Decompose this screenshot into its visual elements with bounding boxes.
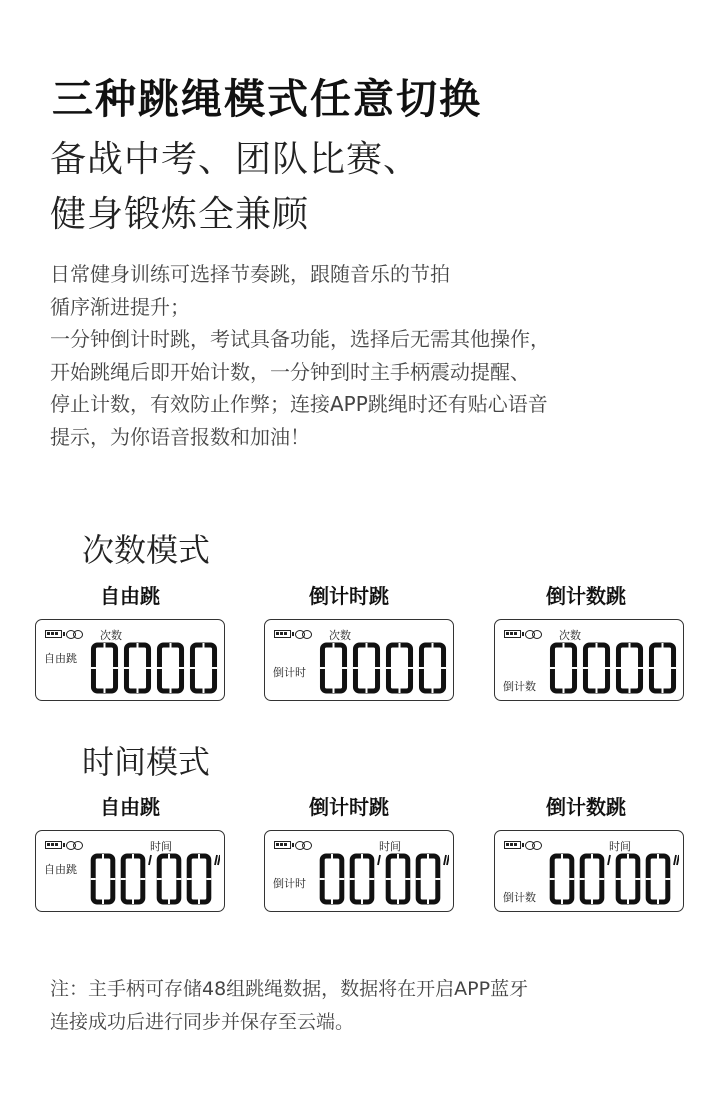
lcd-digits xyxy=(317,642,449,694)
lcd-segment-gap xyxy=(350,878,355,880)
lcd-segment-gap xyxy=(427,899,429,904)
lcd-segment-gap xyxy=(583,667,588,669)
lcd-panel-count-countdown-time xyxy=(264,619,454,701)
lcd-segment-gap xyxy=(596,688,598,693)
lcd-segment-gap xyxy=(591,854,593,859)
lcd-segment-gap xyxy=(599,878,604,880)
lcd-segment-gap xyxy=(168,899,170,904)
lcd-segment-gap xyxy=(102,899,104,904)
lcd-segment-gap xyxy=(657,854,659,859)
lcd-segment-gap xyxy=(649,667,654,669)
lcd-unit-label: 次数 xyxy=(100,629,122,642)
lcd-segment-gap xyxy=(157,667,162,669)
lcd-segment-gap xyxy=(333,688,335,693)
lcd-segment-gap xyxy=(91,878,96,880)
lcd-segment-gap xyxy=(187,878,192,880)
lcd-unit-label: 时间 xyxy=(150,840,172,853)
lcd-segment-gap xyxy=(137,688,139,693)
lcd-minutes-mark xyxy=(608,855,610,865)
lcd-digits xyxy=(547,642,679,694)
lcd-unit-label: 次数 xyxy=(329,629,351,642)
lcd-digit xyxy=(322,856,342,902)
lcd-segment-gap xyxy=(580,878,585,880)
lcd-segment-gap xyxy=(170,643,172,648)
lcd-unit-label: 时间 xyxy=(379,840,401,853)
time-mode-title: 时间模式 xyxy=(82,743,211,781)
page-title: 三种跳绳模式任意切换 xyxy=(52,75,482,123)
footnote xyxy=(50,973,528,1039)
subtitle-line-1: 备战中考、团队比赛、 xyxy=(50,139,421,180)
lcd-segment-gap xyxy=(110,878,115,880)
lcd-segment-gap xyxy=(366,688,368,693)
lcd-seconds-mark xyxy=(444,855,446,865)
lcd-segment-gap xyxy=(616,667,621,669)
lcd-digit xyxy=(552,645,574,691)
lcd-segment-gap xyxy=(342,667,347,669)
lcd-digit xyxy=(352,856,372,902)
lcd-digit xyxy=(388,645,410,691)
lcd-segment-gap xyxy=(550,878,555,880)
lcd-digit xyxy=(388,856,408,902)
battery-icon xyxy=(274,841,291,849)
lcd-digit xyxy=(618,856,638,902)
lcd-segment-gap xyxy=(91,667,96,669)
lcd-digit xyxy=(93,856,113,902)
lcd-minutes-mark xyxy=(378,855,380,865)
description xyxy=(50,258,690,453)
lcd-segment-gap xyxy=(635,878,640,880)
lcd-segment-gap xyxy=(563,643,565,648)
lcd-segment-gap xyxy=(124,667,129,669)
lcd-segment-gap xyxy=(121,878,126,880)
lcd-panel-count-free xyxy=(35,619,225,701)
lcd-digits xyxy=(547,853,679,905)
lcd-digit xyxy=(648,856,668,902)
lcd-segment-gap xyxy=(113,667,118,669)
lcd-segment-gap xyxy=(629,643,631,648)
bluetooth-link-icon xyxy=(66,841,86,851)
lcd-segment-gap xyxy=(561,854,563,859)
lcd-segment-gap xyxy=(416,878,421,880)
lcd-panel-time-free xyxy=(35,830,225,912)
lcd-digit xyxy=(192,645,214,691)
lcd-digits xyxy=(317,853,449,905)
lcd-digit xyxy=(159,856,179,902)
lcd-segment-gap xyxy=(657,899,659,904)
lcd-segment-gap xyxy=(419,667,424,669)
lcd-segment-gap xyxy=(320,878,325,880)
lcd-panel-count-countdown-count xyxy=(494,619,684,701)
description-line: 一分钟倒计时跳，考试具备功能，选择后无需其他操作， xyxy=(50,327,550,351)
count-mode-title: 次数模式 xyxy=(82,531,211,569)
lcd-segment-gap xyxy=(629,688,631,693)
lcd-minutes-mark xyxy=(149,855,151,865)
lcd-segment-gap xyxy=(331,854,333,859)
lcd-segment-gap xyxy=(198,854,200,859)
lcd-digit xyxy=(421,645,443,691)
lcd-segment-gap xyxy=(397,899,399,904)
lcd-segment-gap xyxy=(179,667,184,669)
lcd-segment-gap xyxy=(561,899,563,904)
lcd-segment-gap xyxy=(572,667,577,669)
lcd-segment-gap xyxy=(408,667,413,669)
battery-icon xyxy=(45,841,62,849)
time-label-countdown-time: 倒计时跳 xyxy=(309,795,389,819)
bluetooth-link-icon xyxy=(295,630,315,640)
lcd-panel-time-countdown-time xyxy=(264,830,454,912)
lcd-segment-gap xyxy=(212,667,217,669)
subtitle-line-2: 健身锻炼全兼顾 xyxy=(50,194,310,235)
lcd-segment-gap xyxy=(331,899,333,904)
lcd-segment-gap xyxy=(386,667,391,669)
lcd-segment-gap xyxy=(203,688,205,693)
count-label-countdown-time: 倒计时跳 xyxy=(309,584,389,608)
lcd-segment-gap xyxy=(132,854,134,859)
time-label-countdown-count: 倒计数跳 xyxy=(546,795,626,819)
lcd-segment-gap xyxy=(605,667,610,669)
lcd-digit xyxy=(651,645,673,691)
lcd-segment-gap xyxy=(137,643,139,648)
lcd-segment-gap xyxy=(435,878,440,880)
lcd-mode-label: 倒计时 xyxy=(273,666,306,679)
lcd-segment-gap xyxy=(399,688,401,693)
lcd-segment-gap xyxy=(397,854,399,859)
lcd-segment-gap xyxy=(353,667,358,669)
lcd-seconds-mark xyxy=(218,855,220,865)
lcd-segment-gap xyxy=(369,878,374,880)
lcd-segment-gap xyxy=(104,688,106,693)
lcd-segment-gap xyxy=(176,878,181,880)
footnote-line: 注：主手柄可存储48组跳绳数据，数据将在开启APP蓝牙 xyxy=(50,978,529,1000)
lcd-seconds-mark xyxy=(677,855,679,865)
lcd-segment-gap xyxy=(596,643,598,648)
count-label-countdown-count: 倒计数跳 xyxy=(546,584,626,608)
count-label-free: 自由跳 xyxy=(100,584,160,608)
lcd-unit-label: 次数 xyxy=(559,629,581,642)
lcd-segment-gap xyxy=(104,643,106,648)
lcd-segment-gap xyxy=(616,878,621,880)
lcd-digit xyxy=(123,856,143,902)
battery-icon xyxy=(504,841,521,849)
description-line: 停止计数，有效防止作弊；连接APP跳绳时还有贴心语音 xyxy=(50,392,548,416)
lcd-digits xyxy=(88,853,220,905)
lcd-unit-label: 时间 xyxy=(609,840,631,853)
lcd-segment-gap xyxy=(140,878,145,880)
description-line: 日常健身训练可选择节奏跳，跟随音乐的节拍 xyxy=(50,262,450,286)
lcd-segment-gap xyxy=(190,667,195,669)
lcd-segment-gap xyxy=(427,854,429,859)
battery-icon xyxy=(274,630,291,638)
lcd-digit xyxy=(126,645,148,691)
lcd-seconds-mark xyxy=(674,855,676,865)
battery-icon xyxy=(45,630,62,638)
lcd-segment-gap xyxy=(405,878,410,880)
lcd-segment-gap xyxy=(320,667,325,669)
lcd-segment-gap xyxy=(569,878,574,880)
description-line: 开始跳绳后即开始计数，一分钟到时主手柄震动提醒、 xyxy=(50,359,530,384)
lcd-mode-label: 倒计数 xyxy=(503,680,536,693)
lcd-digit xyxy=(552,856,572,902)
lcd-segment-gap xyxy=(339,878,344,880)
bluetooth-link-icon xyxy=(525,841,545,851)
lcd-segment-gap xyxy=(361,854,363,859)
lcd-segment-gap xyxy=(646,878,651,880)
bluetooth-link-icon xyxy=(66,630,86,640)
lcd-segment-gap xyxy=(662,643,664,648)
lcd-segment-gap xyxy=(386,878,391,880)
lcd-digit xyxy=(93,645,115,691)
lcd-segment-gap xyxy=(591,899,593,904)
lcd-segment-gap xyxy=(206,878,211,880)
lcd-segment-gap xyxy=(102,854,104,859)
lcd-digit xyxy=(418,856,438,902)
lcd-segment-gap xyxy=(399,643,401,648)
lcd-segment-gap xyxy=(432,643,434,648)
lcd-segment-gap xyxy=(198,899,200,904)
lcd-seconds-mark xyxy=(215,855,217,865)
lcd-segment-gap xyxy=(441,667,446,669)
lcd-digit xyxy=(582,856,602,902)
footnote-line: 连接成功后进行同步并保存至云端。 xyxy=(50,1011,355,1033)
lcd-segment-gap xyxy=(563,688,565,693)
time-label-free: 自由跳 xyxy=(100,795,160,819)
lcd-segment-gap xyxy=(375,667,380,669)
lcd-digits xyxy=(88,642,220,694)
lcd-segment-gap xyxy=(671,667,676,669)
description-line: 提示，为你语音报数和加油！ xyxy=(50,424,310,449)
lcd-segment-gap xyxy=(627,899,629,904)
lcd-mode-label: 倒计数 xyxy=(503,891,536,904)
lcd-segment-gap xyxy=(662,688,664,693)
battery-icon xyxy=(504,630,521,638)
lcd-mode-label: 倒计时 xyxy=(273,877,306,890)
lcd-segment-gap xyxy=(665,878,670,880)
lcd-segment-gap xyxy=(366,643,368,648)
lcd-seconds-mark xyxy=(447,855,449,865)
lcd-segment-gap xyxy=(627,854,629,859)
lcd-segment-gap xyxy=(432,688,434,693)
lcd-digit xyxy=(618,645,640,691)
lcd-segment-gap xyxy=(132,899,134,904)
lcd-segment-gap xyxy=(146,667,151,669)
lcd-segment-gap xyxy=(168,854,170,859)
lcd-mode-label: 自由跳 xyxy=(44,863,77,876)
lcd-digit xyxy=(585,645,607,691)
bluetooth-link-icon xyxy=(525,630,545,640)
lcd-segment-gap xyxy=(550,667,555,669)
lcd-segment-gap xyxy=(361,899,363,904)
lcd-segment-gap xyxy=(157,878,162,880)
lcd-segment-gap xyxy=(638,667,643,669)
bluetooth-link-icon xyxy=(295,841,315,851)
lcd-panel-time-countdown-count xyxy=(494,830,684,912)
lcd-digit xyxy=(355,645,377,691)
lcd-digit xyxy=(189,856,209,902)
description-line: 循序渐进提升； xyxy=(50,294,190,319)
lcd-segment-gap xyxy=(203,643,205,648)
lcd-digit xyxy=(159,645,181,691)
lcd-digit xyxy=(322,645,344,691)
lcd-segment-gap xyxy=(170,688,172,693)
lcd-segment-gap xyxy=(333,643,335,648)
lcd-mode-label: 自由跳 xyxy=(44,652,77,665)
